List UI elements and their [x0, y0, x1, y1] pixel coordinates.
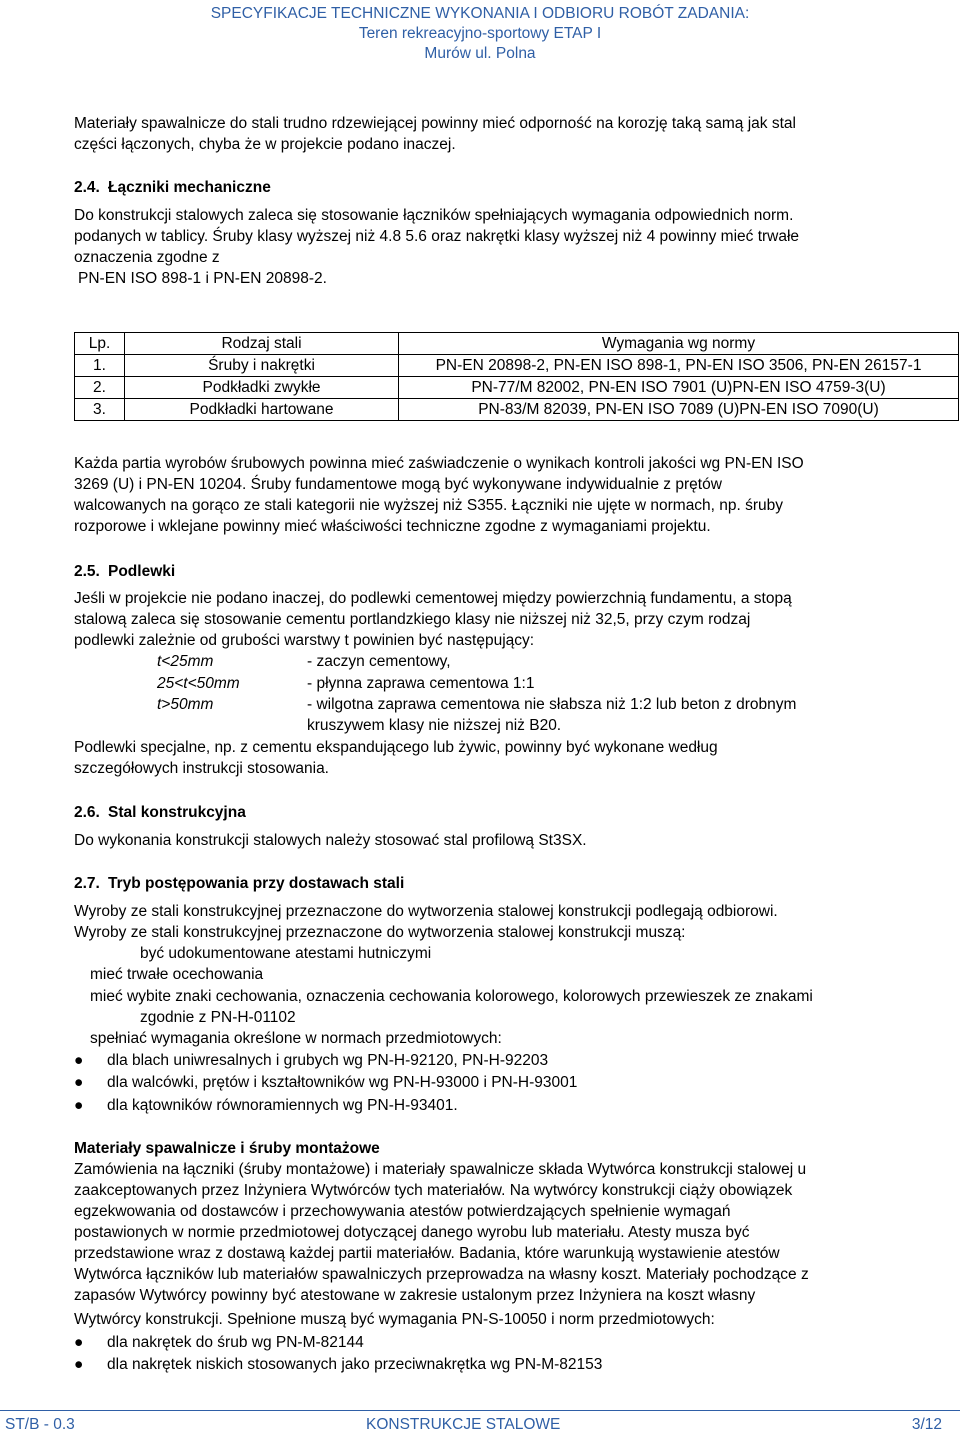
text-line: Jeśli w projekcie nie podano inaczej, do podlewki cementowej między powierzchnią fundamentu, a stopą [74, 590, 792, 607]
text-line: 3269 (U) i PN-EN 10204. Śruby fundamentowe mogą być wykonywane indywidualnie z prętów [74, 476, 722, 493]
text-line: Do konstrukcji stalowych zaleca się stosowanie łączników spełniających wymagania odpowiednich norm. [74, 207, 794, 224]
text-line: zaakceptowanych przez Inżyniera Wytwórców tych materiałów. Na wytwórcy konstrukcji ciąży obowiązek [74, 1182, 793, 1199]
text-line: podanych w tablicy. Śruby klasy wyższej niż 4.8 5.6 oraz nakrętki klasy wyższej niż 4 powinny mieć trwałe [74, 228, 800, 245]
thickness-text-continued: kruszywem klasy nie niższej niż B20. [307, 717, 562, 734]
section-title: Tryb postępowania przy dostawach stali [108, 875, 405, 892]
list-item-text: dla nakrętek do śrub wg PN-M-82144 [107, 1334, 364, 1351]
list-item-text: dla walcówki, prętów i kształtowników wg PN-H-93000 i PN-H-93001 [107, 1074, 578, 1091]
page-footer [0, 1415, 960, 1435]
requirement-line: spełniać wymagania określone w normach przedmiotowych: [90, 1030, 502, 1047]
text-line: walcowanych na gorąco ze stali kategorii nie wyższej niż S355. Łączniki nie ujęte w normach, np. śruby [74, 497, 784, 514]
section-number: 2.7. [74, 875, 100, 892]
text-line: podlewki zależnie od grubości warstwy t powinien być następujący: [74, 632, 535, 649]
requirement-line: mieć wybite znaki cechowania, oznaczenia cechowania kolorowego, kolorowych przewieszek ze znakami [90, 988, 813, 1005]
text-line: Wyroby ze stali konstrukcyjnej przeznaczone do wytworzenia stalowej konstrukcji podlegają odbiorowi. [74, 903, 778, 920]
section-2-5-paragraph [74, 588, 958, 651]
thickness-label: t<25mm [157, 653, 214, 670]
table-row [75, 355, 959, 377]
bullet-icon: ● [74, 1356, 84, 1373]
list-item-text: dla kątowników równoramiennych wg PN-H-93401. [107, 1097, 458, 1114]
thickness-text: - wilgotna zaprawa cementowa nie słabsza niż 1:2 lub beton z drobnym [307, 696, 797, 713]
table-row [75, 399, 959, 421]
after-table-paragraph [74, 453, 958, 537]
special-grout-paragraph [74, 737, 958, 779]
bullet-icon: ● [74, 1334, 84, 1351]
text-line: zapasów Wytwórcy powinny być atestowane w zakresie ustalonym przez Inżyniera na koszt własny [74, 1287, 756, 1304]
footer-title: KONSTRUKCJE STALOWE [366, 1416, 561, 1433]
table-cell: Podkładki zwykłe [125, 377, 399, 399]
text-line: szczegółowych instrukcji stosowania. [74, 760, 329, 777]
table-cell: Podkładki hartowane [125, 399, 399, 421]
page-header [0, 4, 960, 64]
list-item-text: dla blach uniwresalnych i grubych wg PN-H-92120, PN-H-92203 [107, 1052, 549, 1069]
intro-line-2: części łączonych, chyba że w projekcie podano inaczej. [74, 136, 456, 153]
table-cell: PN-77/M 82002, PN-EN ISO 7901 (U)PN-EN ISO 4759-3(U) [399, 377, 959, 399]
text-line: Wytwórcy konstrukcji. Spełnione muszą być wymagania PN-S-10050 i norm przedmiotowych: [74, 1311, 715, 1328]
header-line-1: SPECYFIKACJE TECHNICZNE WYKONANIA I ODBIORU ROBÓT ZADANIA: [210, 5, 750, 22]
section-title: Podlewki [108, 563, 176, 580]
footer-page-number: 3/12 [911, 1416, 942, 1433]
text-line: Do wykonania konstrukcji stalowych należy stosować stal profilową St3SX. [74, 832, 587, 849]
thickness-label: 25<t<50mm [157, 675, 240, 692]
header-line-3: Murów ul. Polna [424, 45, 536, 62]
table-header-row [75, 333, 959, 355]
table-cell: Śruby i nakrętki [125, 355, 399, 377]
materials-heading: Materiały spawalnicze i śruby montażowe [74, 1140, 380, 1157]
footer-divider [0, 1410, 960, 1411]
section-heading-2-4 [74, 177, 271, 198]
section-number: 2.6. [74, 804, 100, 821]
text-line: przedstawione wraz z dostawą każdej partii materiałów. Badania, które warunkują wystawienie atestów [74, 1245, 780, 1262]
text-line: PN-EN ISO 898-1 i PN-EN 20898-2. [78, 270, 327, 287]
bullet-icon: ● [74, 1074, 84, 1091]
text-line: Wyroby ze stali konstrukcyjnej przeznaczone do wytworzenia stalowej konstrukcji muszą: [74, 924, 686, 941]
text-line: oznaczenia zgodne z [74, 249, 220, 266]
table-cell: 3. [75, 399, 125, 421]
list-item-text: dla nakrętek niskich stosowanych jako przeciwnakrętka wg PN-M-82153 [107, 1356, 603, 1373]
section-number: 2.5. [74, 563, 100, 580]
thickness-text: - płynna zaprawa cementowa 1:1 [307, 675, 535, 692]
text-line: Zamówienia na łączniki (śruby montażowe) i materiały spawalnicze składa Wytwórca konstrukcji stalowej u [74, 1161, 807, 1178]
section-heading-2-5 [74, 561, 175, 582]
intro-paragraph [74, 113, 958, 155]
table-cell: PN-EN 20898-2, PN-EN ISO 898-1, PN-EN ISO 3506, PN-EN 26157-1 [399, 355, 959, 377]
thickness-text: - zaczyn cementowy, [307, 653, 451, 670]
footer-code: ST/B - 0.3 [5, 1416, 75, 1433]
section-title: Łączniki mechaniczne [108, 179, 271, 196]
table-header-cell: Rodzaj stali [125, 333, 399, 355]
text-line: Podlewki specjalne, np. z cementu ekspandującego lub żywic, powinny być wykonane według [74, 739, 718, 756]
header-line-2: Teren rekreacyjno-sportowy ETAP I [358, 25, 602, 42]
table-cell: PN-83/M 82039, PN-EN ISO 7089 (U)PN-EN ISO 7090(U) [399, 399, 959, 421]
table-row [75, 377, 959, 399]
materials-paragraph [74, 1159, 958, 1306]
section-heading-2-6 [74, 802, 246, 823]
requirement-line: być udokumentowane atestami hutniczymi [140, 945, 432, 962]
text-line: rozporowe i wklejane powinny mieć właściwości techniczne zgodne z wymaganiami projektu. [74, 518, 711, 535]
text-line: Wytwórca łączników lub materiałów spawalniczych przeprowadza na własny koszt. Materiały pochodzące z [74, 1266, 809, 1283]
table-header-cell: Lp. [75, 333, 125, 355]
table-cell: 1. [75, 355, 125, 377]
section-title: Stal konstrukcyjna [108, 804, 246, 821]
requirement-line: zgodnie z PN-H-01102 [140, 1009, 296, 1026]
bullet-icon: ● [74, 1052, 84, 1069]
text-line: egzekwowania od dostawców i przechowywania atestów potwierdzających spełnienie wymagań [74, 1203, 731, 1220]
bullet-icon: ● [74, 1097, 84, 1114]
text-line: stalową zaleca się stosowanie cementu portlandzkiego klasy nie niższej niż 32,5, przy czym rodzaj [74, 611, 751, 628]
intro-line-1: Materiały spawalnicze do stali trudno rdzewiejącej powinny mieć odporność na korozję taką samą jak stal [74, 115, 796, 132]
section-2-4-paragraph [74, 205, 958, 289]
connectors-table [74, 332, 959, 421]
table-header-cell: Wymagania wg normy [399, 333, 959, 355]
text-line: postawionych w normie przedmiotowej dotyczącej danego wyrobu lub materiału. Atesty musza być [74, 1224, 750, 1241]
thickness-label: t>50mm [157, 696, 214, 713]
requirement-line: mieć trwałe ocechowania [90, 966, 264, 983]
section-number: 2.4. [74, 179, 100, 196]
table-cell: 2. [75, 377, 125, 399]
text-line: Każda partia wyrobów śrubowych powinna mieć zaświadczenie o wynikach kontroli jakości wg PN-EN ISO [74, 455, 804, 472]
section-heading-2-7 [74, 873, 404, 894]
